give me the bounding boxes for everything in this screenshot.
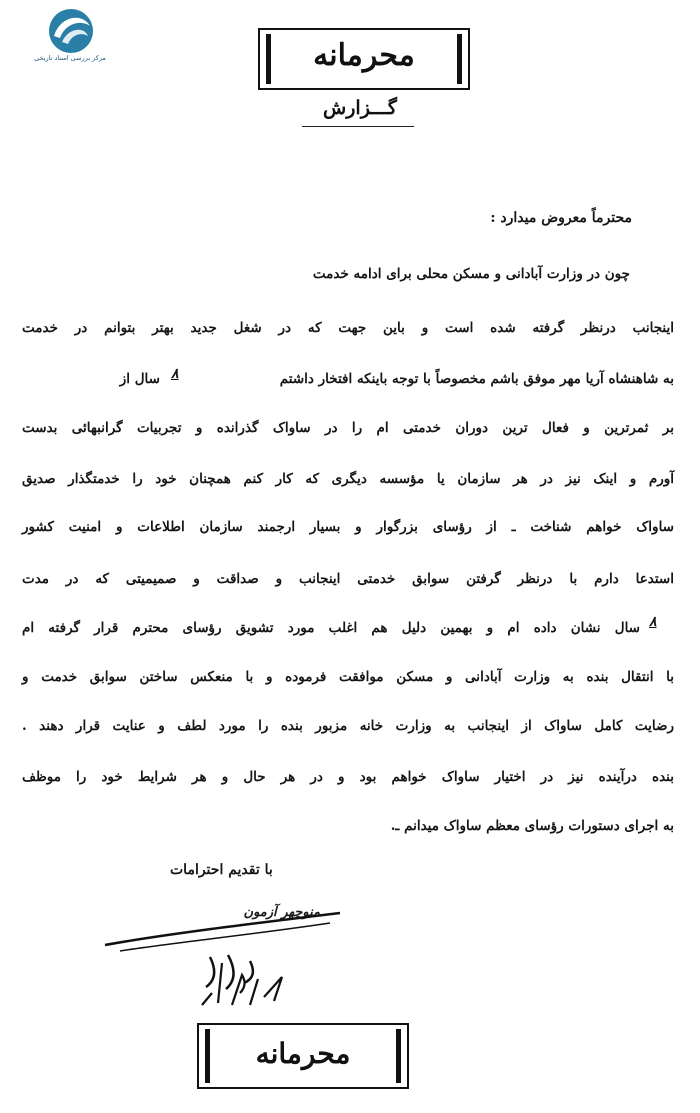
body-line-3: به شاهنشاه آریا مهر موفق باشم مخصوصاً با توجه باینکه افتخار داشتم (279, 371, 674, 387)
body-line-2: اینجانب درنظر گرفته شده است و باین جهت که در شغل جدید بهتر بتوانم در خدمت (22, 320, 674, 336)
body-line-9: با انتقال بنده به وزارت آبادانی و مسکن موافقت فرموده و با منعکس ساختن سوابق خدمت و (22, 669, 674, 685)
body-line-3-tail: سال از (119, 371, 160, 387)
archive-caption: مرکز بررسی اسناد تاریخی (34, 54, 106, 62)
subject-underline (302, 126, 414, 127)
salutation: محترماً معروض میدارد : (490, 210, 632, 226)
signature-name: منوچهر آزمون (243, 905, 320, 920)
classification-label: محرمانه (313, 38, 415, 73)
body-line-11: بنده درآینده نیز در اختیار ساواک خواهم بود و در هر حال و هر شرایط خود را موظف (22, 769, 674, 785)
body-line-8: سال نشان داده ام و بهمین دلیل هم اغلب مورد تشویق رؤسای محترم قرار گرفته ام (22, 620, 640, 636)
body-line-7: استدعا دارم با درنظر گرفتن سوابق خدمتی اینجانب و صداقت و صمیمیتی که در مدت (22, 571, 674, 587)
body-line-4: بر ثمرترین و فعال ترین دوران خدمتی ام را در ساواک گذرانده و تجربیات گرانبهائی بدست (22, 420, 674, 436)
closing-regards: با تقدیم احترامات (170, 862, 273, 878)
confidential-stamp-top (258, 28, 470, 90)
classification-label-bottom: محرمانه (255, 1037, 351, 1070)
body-line-5: آورم و اینک نیز در هر سازمان یا مؤسسه دیگری که کار کنم همچنان خود را خدمتگذار صدیق (22, 471, 674, 487)
body-line-12: به اجرای دستورات رؤسای معظم ساواک میدانم ـ. (390, 818, 674, 834)
handwritten-signature-icon (100, 905, 360, 1020)
body-line-6: ساواک خواهم شناخت ـ از رؤسای بزرگوار و بسیار ارجمند سازمان اطلاعات و امنیت کشور (22, 519, 674, 535)
handwritten-years: ۸ (171, 366, 179, 382)
confidential-stamp-bottom (197, 1023, 409, 1089)
document-subject: گـــزارش (323, 97, 397, 119)
body-line-1: چون در وزارت آبادانی و مسکن محلی برای ادامه خدمت (312, 266, 630, 282)
handwritten-years-2: ۸ (649, 614, 657, 630)
body-line-10: رضایت کامل ساواک از اینجانب به وزارت خانه مزبور بنده را مورد لطف و عنایت قرار دهند . (22, 718, 674, 734)
archive-logo-icon (42, 6, 100, 56)
